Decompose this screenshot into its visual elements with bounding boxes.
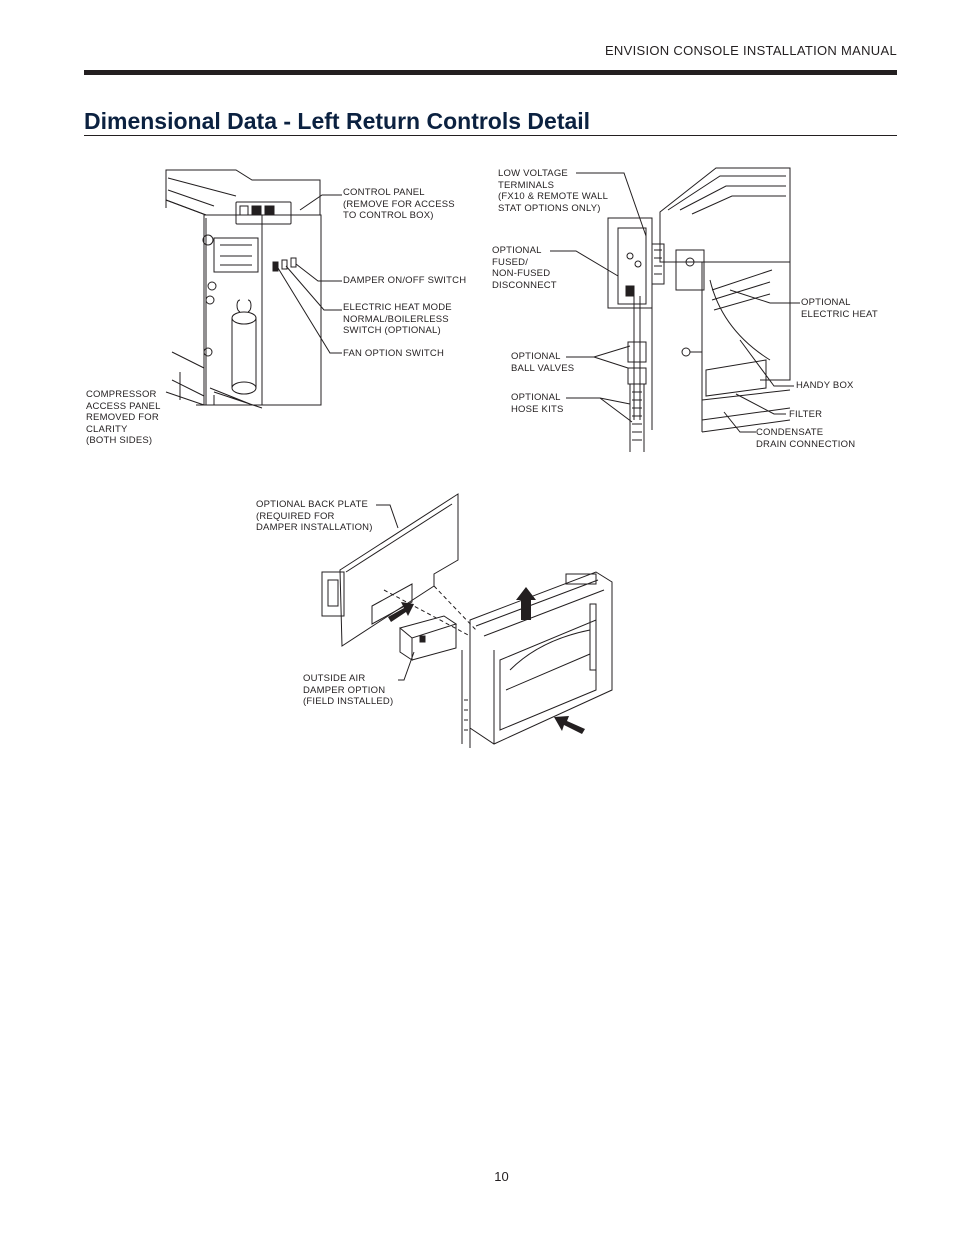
fan-option-label: FAN OPTION SWITCH <box>343 348 445 359</box>
right-unit-drawing <box>608 168 790 452</box>
manual-title: ENVISION CONSOLE INSTALLATION MANUAL <box>604 43 897 58</box>
electric-heat-label: OPTIONAL ELECTRIC HEAT <box>801 297 878 320</box>
electric-heat-mode-label: ELECTRIC HEAT MODE NORMAL/BOILERLESS SWITCH (OPTIONAL) <box>343 302 452 336</box>
page-title: Dimensional Data - Left Return Controls Detail <box>84 108 591 134</box>
compressor-panel-label: COMPRESSOR ACCESS PANEL REMOVED FOR CLARITY (BOTH SIDES) <box>86 389 161 446</box>
fused-disconnect-label: OPTIONAL FUSED/ NON-FUSED DISCONNECT <box>492 245 557 291</box>
ball-valves-label: OPTIONAL BALL VALVES <box>511 351 575 374</box>
page-number: 10 <box>494 1169 509 1184</box>
filter-label: FILTER <box>789 409 823 420</box>
handy-box-label: HANDY BOX <box>796 380 854 391</box>
damper-switch-label: DAMPER ON/OFF SWITCH <box>343 275 467 286</box>
control-panel-label: CONTROL PANEL (REMOVE FOR ACCESS TO CONTROL BOX) <box>343 187 455 221</box>
arrow-back-plate-icon <box>388 602 414 622</box>
left-leader-lines <box>196 195 342 405</box>
outside-air-label: OUTSIDE AIR DAMPER OPTION (FIELD INSTALLED) <box>303 673 394 707</box>
left-unit-drawing <box>166 170 321 408</box>
arrow-airflow-icon <box>554 716 585 734</box>
low-voltage-label: LOW VOLTAGE TERMINALS (FX10 & REMOTE WALL STAT OPTIONS ONLY) <box>498 168 609 214</box>
bottom-leader-lines <box>376 505 414 680</box>
hose-kits-label: OPTIONAL HOSE KITS <box>511 392 564 415</box>
condensate-label: CONDENSATE DRAIN CONNECTION <box>756 427 856 450</box>
arrow-up-icon <box>516 587 536 620</box>
back-plate-label: OPTIONAL BACK PLATE (REQUIRED FOR DAMPER INSTALLATION) <box>256 499 373 533</box>
